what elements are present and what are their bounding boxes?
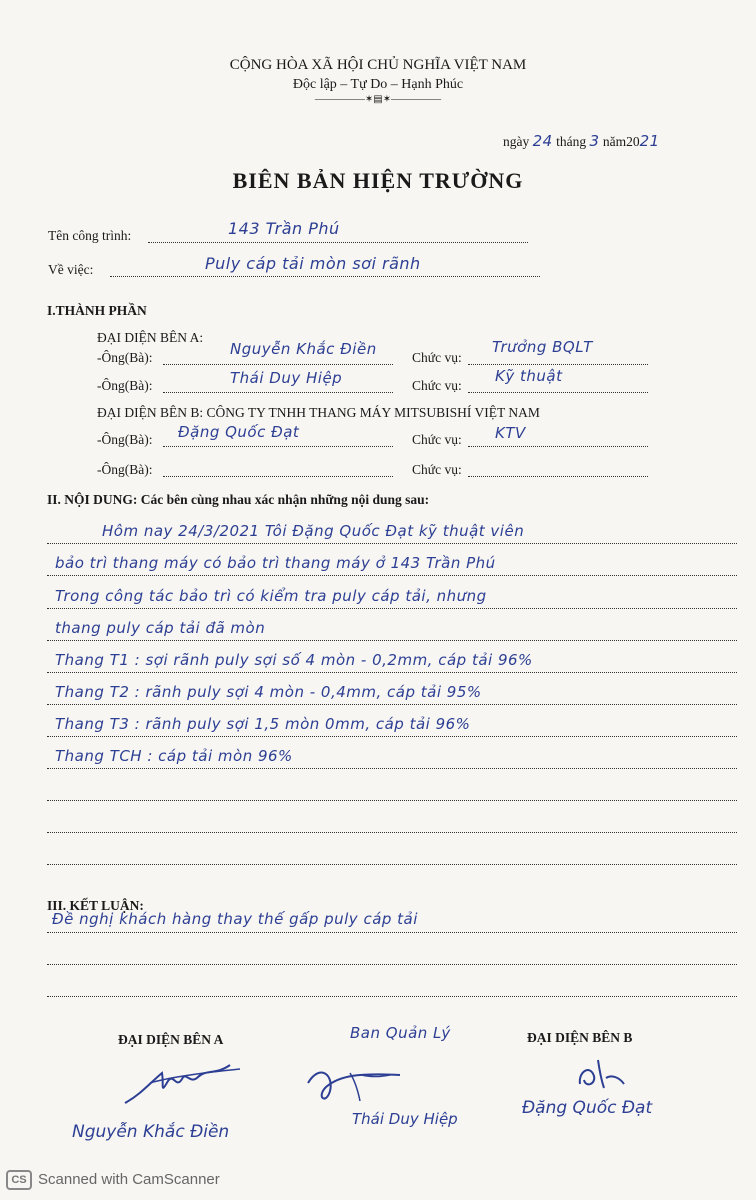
content-text-1: Hôm nay 24/3/2021 Tôi Đặng Quốc Đạt kỹ thuật viên (102, 522, 525, 540)
party-a-2-name: Thái Duy Hiệp (230, 369, 343, 387)
party-b-2-name-label: -Ông(Bà): (97, 462, 153, 477)
content-line-7 (47, 736, 737, 737)
content-line-11 (47, 864, 737, 865)
party-a-printed-name: Nguyễn Khắc Điền (72, 1122, 230, 1142)
project-value: 143 Trần Phú (228, 219, 340, 238)
content-text-3: Trong công tác bảo trì có kiểm tra puly cáp tải, nhưng (55, 587, 487, 605)
section3-heading: III. KẾT LUẬN: (47, 898, 144, 913)
party-a-1-pos-label: Chức vụ: (412, 350, 462, 365)
date-prefix: ngày (503, 134, 530, 149)
project-label: Tên công trình: (48, 228, 132, 243)
party-a-1-name-label: -Ông(Bà): (97, 350, 153, 365)
party-a-label: ĐẠI DIỆN BÊN A: (97, 330, 204, 345)
project-dotted-line (148, 242, 528, 243)
board-signature-title: Ban Quản Lý (350, 1024, 451, 1042)
conclusion-text: Đề nghị khách hàng thay thế gấp puly cáp tải (52, 910, 418, 928)
date-month-label: tháng (556, 134, 587, 149)
content-text-4: thang puly cáp tải đã mòn (55, 619, 266, 637)
section2-heading-line (47, 492, 429, 508)
content-line-1 (47, 543, 737, 544)
subject-dotted-line (110, 276, 540, 277)
party-b-1-name-label: -Ông(Bà): (97, 432, 153, 447)
party-a-signature (120, 1055, 250, 1110)
party-a-2-pos: Kỹ thuật (495, 367, 563, 385)
nation-name: CỘNG HÒA XÃ HỘI CHỦ NGHĨA VIỆT NAM (229, 57, 527, 73)
party-b-1-name: Đặng Quốc Đạt (178, 423, 300, 441)
party-b-2-pos-line (468, 476, 648, 477)
document-title: BIÊN BẢN HIỆN TRƯỜNG (232, 168, 524, 193)
party-a-1-pos: Trưởng BQLT (492, 338, 593, 356)
party-a-2-pos-line (468, 392, 648, 393)
board-signature (300, 1055, 430, 1115)
content-text-6: Thang T2 : rãnh puly sợi 4 mòn - 0,4mm, cáp tải 95% (55, 683, 482, 701)
section2-heading: II. NỘI DUNG: (47, 492, 138, 507)
content-line-2 (47, 575, 737, 576)
party-a-1-name-line (163, 364, 393, 365)
date-line (503, 132, 660, 150)
content-line-9 (47, 800, 737, 801)
date-year-label: năm (602, 134, 627, 149)
party-a-2-name-label: -Ông(Bà): (97, 378, 153, 393)
party-b-1-name-line (163, 446, 393, 447)
party-a-2-name-line (163, 392, 393, 393)
camscanner-text: Scanned with CamScanner (38, 1170, 220, 1188)
party-b-2-pos-label: Chức vụ: (412, 462, 462, 477)
date-day: 24 (532, 132, 553, 150)
content-line-10 (47, 832, 737, 833)
camscanner-watermark (6, 1170, 220, 1190)
conclusion-line-3 (47, 996, 737, 997)
content-text-2: bảo trì thang máy có bảo trì thang máy ở 143 Trần Phú (55, 554, 496, 572)
subject-value: Puly cáp tải mòn sơi rãnh (205, 254, 421, 273)
camscanner-logo-icon: CS (6, 1170, 32, 1190)
party-b-1-pos-line (468, 446, 648, 447)
board-printed-name: Thái Duy Hiệp (352, 1110, 458, 1128)
content-line-4 (47, 640, 737, 641)
content-text-7: Thang T3 : rãnh puly sợi 1,5 mòn 0mm, cáp tải 96% (55, 715, 471, 733)
party-b-printed-name: Đặng Quốc Đạt (522, 1098, 653, 1118)
party-b-1-pos-label: Chức vụ: (412, 432, 462, 447)
conclusion-line-1 (47, 932, 737, 933)
national-motto: Độc lập – Tự Do – Hạnh Phúc (292, 77, 464, 92)
party-b-2-name-line (163, 476, 393, 477)
header-ornament: —————✶▤✶————— (314, 94, 442, 105)
subject-label: Về việc: (48, 262, 94, 277)
party-a-1-pos-line (468, 364, 648, 365)
date-month: 3 (589, 132, 600, 150)
content-text-8: Thang TCH : cáp tải mòn 96% (55, 747, 293, 765)
date-year-hand: 21 (639, 132, 660, 150)
conclusion-line-2 (47, 964, 737, 965)
section2-intro: Các bên cùng nhau xác nhận những nội dung sau: (140, 492, 430, 507)
content-line-3 (47, 608, 737, 609)
party-b-label: ĐẠI DIỆN BÊN B: CÔNG TY TNHH THANG MÁY MITSUBISHÍ VIỆT NAM (97, 405, 540, 420)
content-text-5: Thang T1 : sợi rãnh puly sợi số 4 mòn - 0,2mm, cáp tải 96% (55, 651, 533, 669)
content-line-6 (47, 704, 737, 705)
section1-heading: I.THÀNH PHẦN (47, 303, 147, 318)
party-a-1-name: Nguyễn Khắc Điền (230, 340, 377, 358)
content-line-5 (47, 672, 737, 673)
party-b-1-pos: KTV (495, 424, 526, 442)
party-a-signature-title: ĐẠI DIỆN BÊN A (118, 1032, 224, 1047)
date-year-printed: 20 (626, 134, 640, 149)
party-a-2-pos-label: Chức vụ: (412, 378, 462, 393)
content-line-8 (47, 768, 737, 769)
party-b-signature-title: ĐẠI DIỆN BÊN B (527, 1030, 633, 1045)
party-b-signature (570, 1054, 630, 1094)
